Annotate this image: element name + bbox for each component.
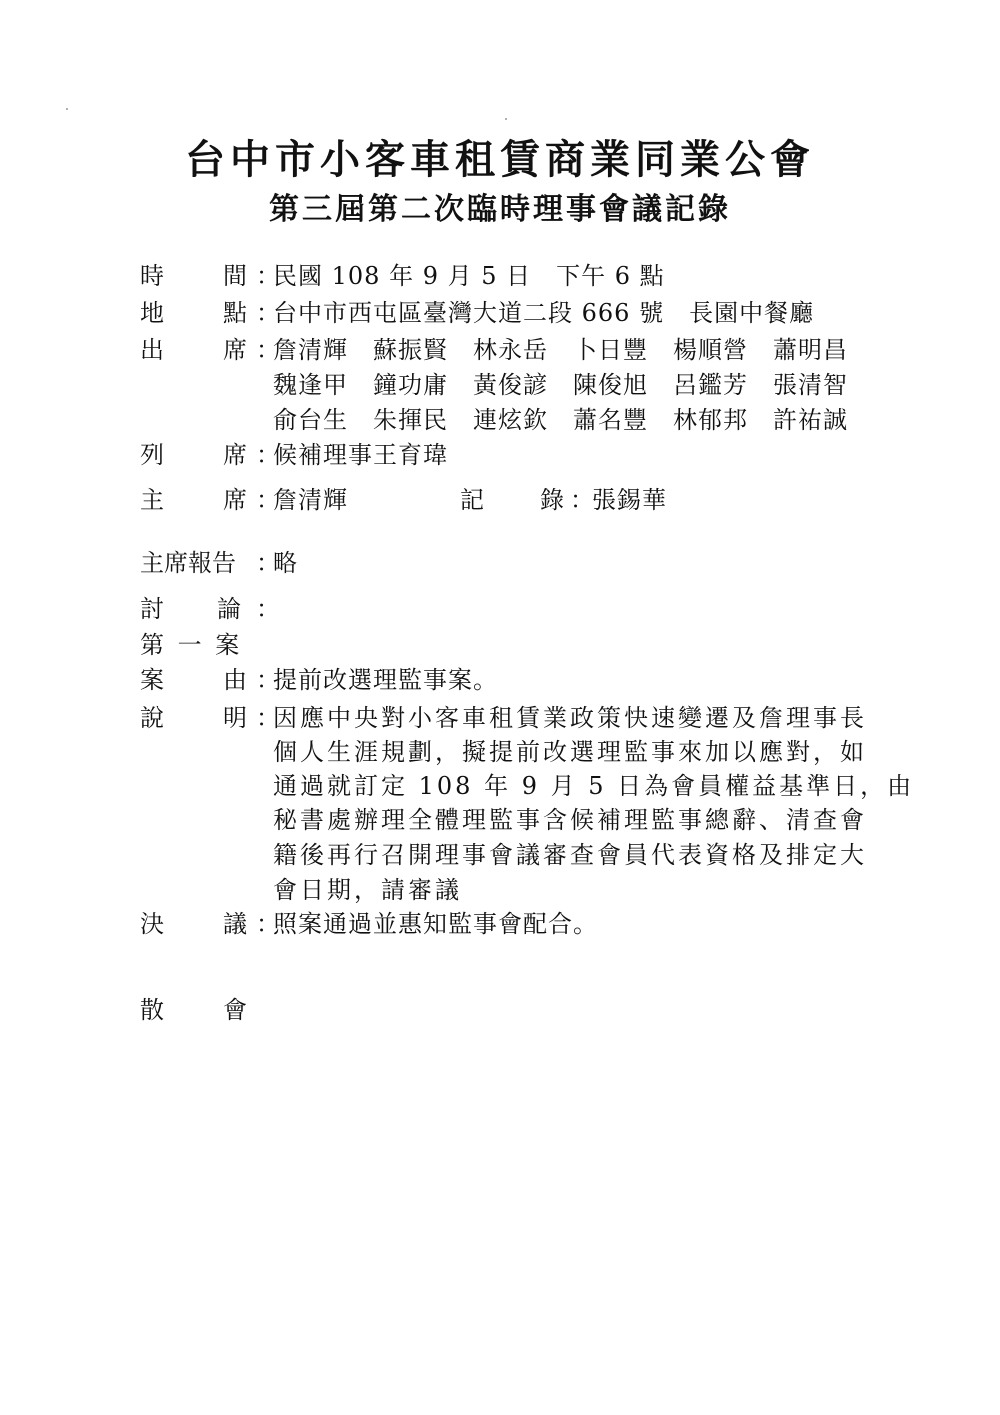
resolution-label-a: 決 [140,910,164,938]
recorder-label-b: 錄 [540,486,564,514]
chair-report-colon: ： [256,549,280,577]
recorder-colon: ： [570,486,594,514]
observers-colon: ： [256,441,280,469]
adjourn-label-b: 會 [223,996,247,1024]
case-subject-colon: ： [256,666,280,694]
recorder-value: 張錫華 [592,486,667,514]
discussion-label-b: 論 [217,595,241,623]
discussion-label-a: 討 [140,595,164,623]
explanation-line: 個人生涯規劃，擬提前改選理監事來加以應對，如 [273,738,867,766]
time-label-a: 時 [140,262,164,290]
discussion-colon: ： [256,595,280,623]
case-subject-label-b: 由 [223,666,247,694]
explanation-label-b: 明 [223,704,247,732]
explanation-line: 籍後再行召開理事會議審查會員代表資格及排定大 [273,841,867,869]
resolution-value: 照案通過並惠知監事會配合。 [273,910,598,938]
attendees-colon: ： [256,336,280,364]
chair-report-label: 主席報告 [140,549,236,577]
attendees-line: 詹清輝 蘇振賢 林永岳 卜日豐 楊順營 蕭明昌 [273,336,848,364]
observers-label-b: 席 [223,441,247,469]
attendees-line: 魏逢甲 鐘功庸 黃俊諺 陳俊旭 呂鑑芳 張清智 [273,371,848,399]
time-colon: ： [256,262,280,290]
resolution-colon: ： [256,910,280,938]
explanation-line: 通過就訂定 108 年 9 月 5 日為會員權益基準日，由 [273,772,915,800]
chair-label-b: 席 [223,486,247,514]
observers-label-a: 列 [140,441,164,469]
chair-colon: ： [256,486,280,514]
explanation-line: 會日期，請審議 [273,876,462,904]
attendees-label-b: 席 [223,336,247,364]
explanation-colon: ： [256,704,280,732]
explanation-line: 秘書處辦理全體理監事含候補理監事總辭、清查會 [273,806,867,834]
case-subject-label-a: 案 [140,666,164,694]
place-label-a: 地 [140,299,164,327]
explanation-line: 因應中央對小客車租賃業政策快速變遷及詹理事長 [273,704,867,732]
observers-value: 候補理事王育瑋 [273,441,448,469]
case-subject-value: 提前改選理監事案。 [273,666,498,694]
explanation-label-a: 說 [140,704,164,732]
attendees-label-a: 出 [140,336,164,364]
chair-report-value: 略 [273,549,298,577]
adjourn-label-a: 散 [140,996,164,1024]
meeting-title: 第三屆第二次臨時理事會議記錄 [269,192,731,227]
attendees-line: 俞台生 朱揮民 連炫欽 蕭名豐 林郁邦 許祐誠 [273,406,848,434]
place-colon: ： [256,299,280,327]
chair-label-a: 主 [140,486,164,514]
recorder-label-a: 記 [460,486,484,514]
place-value: 台中市西屯區臺灣大道二段 666 號 長園中餐廳 [273,299,815,327]
time-value: 民國 108 年 9 月 5 日 下午 6 點 [273,262,665,290]
chair-value: 詹清輝 [273,486,348,514]
scan-speck [505,118,507,120]
time-label-b: 間 [223,262,247,290]
organization-title: 台中市小客車租賃商業同業公會 [185,136,815,183]
resolution-label-b: 議 [223,910,247,938]
place-label-b: 點 [223,299,247,327]
scan-speck [66,108,68,110]
case-number-label: 第 一 案 [140,631,243,659]
